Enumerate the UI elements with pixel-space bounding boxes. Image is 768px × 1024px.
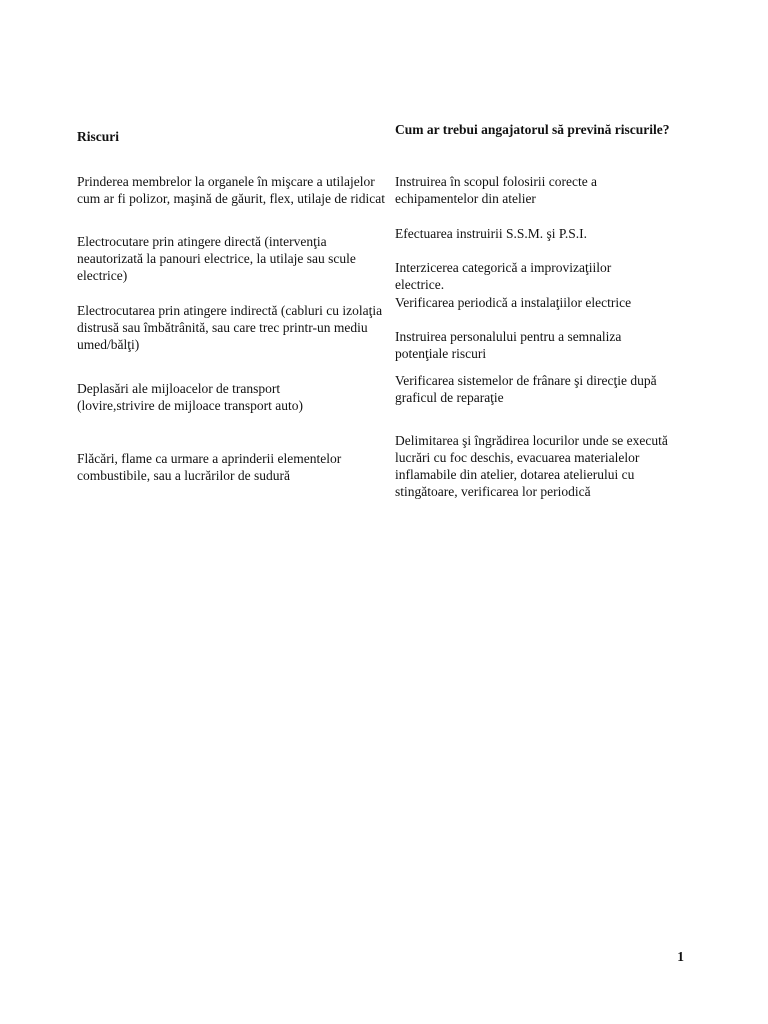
page-number: 1: [677, 949, 684, 964]
prevention-item: Verificarea sistemelor de frânare şi direcţie după graficul de reparaţie: [395, 373, 657, 405]
risk-item: Electrocutare prin atingere directă (intervenţia neautorizată la panouri electrice, la utilaje sau scule electrice): [77, 234, 356, 283]
risk-item: Flăcări, flame ca urmare a aprinderii elementelor combustibile, sau a lucrărilor de sudură: [77, 451, 342, 483]
prevention-item: Verificarea periodică a instalaţiilor electrice: [395, 295, 632, 310]
prevention-item: Delimitarea şi îngrădirea locurilor unde se execută lucrări cu foc deschis, evacuarea materialelor inflamabile din atelier, dotarea atelierului cu stingătoare, verificarea lor periodică: [395, 433, 668, 499]
prevention-item: Instruirea personalului pentru a semnaliza potenţiale riscuri: [395, 329, 622, 361]
prevention-item: Instruirea în scopul folosirii corecte a echipamentelor din atelier: [395, 174, 598, 206]
risk-item: Deplasări ale mijloacelor de transport (lovire,strivire de mijloace transport auto): [77, 381, 304, 413]
risk-item: Prinderea membrelor la organele în mişcare a utilajelor cum ar fi polizor, maşină de găurit, flex, utilaje de ridicat: [77, 174, 385, 206]
prevention-item: Interzicerea categorică a improvizaţiilor electrice.: [395, 260, 612, 292]
risk-item: Electrocutarea prin atingere indirectă (cabluri cu izolaţia distrusă sau îmbătrânită, sau care trec printr-un mediu umed/bălţi): [77, 303, 383, 352]
header-prevention: Cum ar trebui angajatorul să prevină riscurile?: [395, 122, 670, 137]
prevention-item: Efectuarea instruirii S.S.M. şi P.S.I.: [395, 226, 587, 241]
header-risks: Riscuri: [77, 129, 119, 144]
